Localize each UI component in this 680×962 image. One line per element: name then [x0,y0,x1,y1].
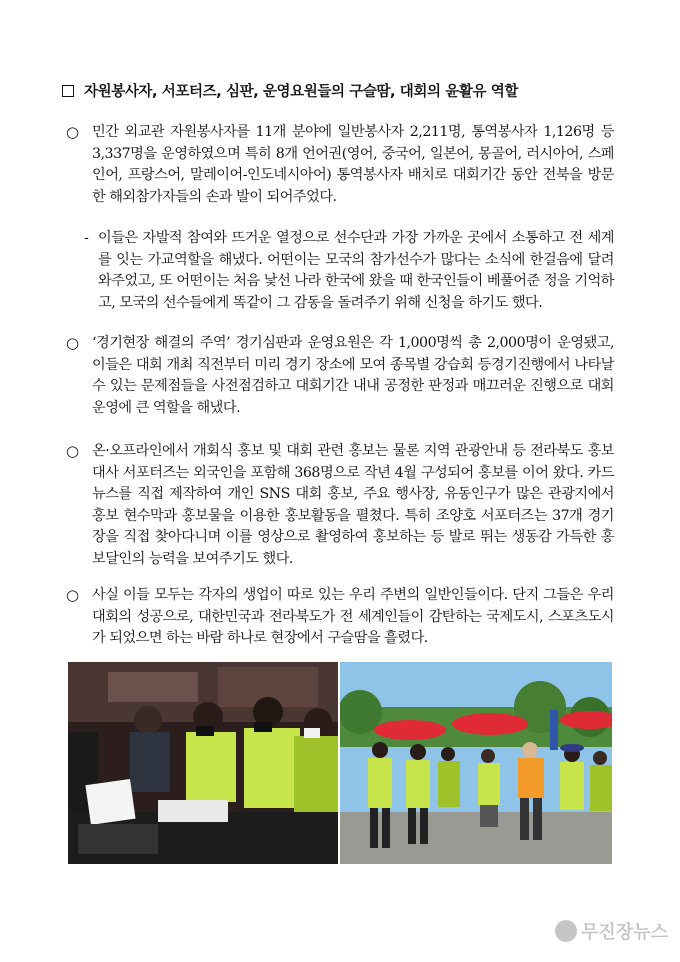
photo-volunteers-at-desk [68,662,338,864]
dash-bullet: - [84,230,89,246]
paragraph-volunteers [66,122,614,208]
circle-bullet-icon: ○ [66,334,79,352]
watermark [555,918,668,944]
photo-supporters-outdoor-illustration [340,662,612,864]
paragraph-volunteers-detail [84,228,614,314]
circle-bullet-icon: ○ [66,123,79,141]
paragraph-text: ‘경기현장 해결의 주역’ 경기심판과 운영요원은 각 1,000명씩 총 2,000명이 운영됐고, 이들은 대회 개최 직전부터 미리 경기 장소에 모여 종목별 강습회 등경기진행에서 나타날 수 있는 문제점들을 사전점검하고 대회기간 내내 공정한 판정과 매끄러운 진행으로 대회 운영에 큰 역할을 해냈다. [92,335,614,416]
circle-bullet-icon: ○ [66,442,79,460]
watermark-text: 무진장뉴스 [581,922,668,943]
paragraph-text: 사실 이들 모두는 각자의 생업이 따로 있는 우리 주변의 일반인들이다. 단지 그들은 우리대회의 성공으로, 대한민국과 전라북도가 전 세계인들이 감탄하는 국제도시, 스포츠도시가 되었으면 하는 바람 하나로 현장에서 구슬땀을 흘렸다. [92,587,614,646]
paragraph-supporters [66,441,614,570]
paragraph-text: 민간 외교관 자원봉사자를 11개 분야에 일반봉사자 2,211명, 통역봉사자 1,126명 등 3,337명을 운영하였으며 특히 8개 언어권(영어, 중국어, 일본어, 몽골어, 러시아어, 스페인어, 프랑스어, 말레이어-인도네시아어) 통역봉사자 배치로 대회기간 동안 전북을 방문한 해외참가자들의 손과 발이 되어주었다. [92,124,614,205]
circle-bullet-icon: ○ [66,586,79,604]
paragraph-text: 온·오프라인에서 개회식 홍보 및 대회 관련 홍보는 물론 지역 관광안내 등 전라북도 홍보대사 서포터즈는 외국인을 포함해 368명으로 작년 4월 구성되어 홍보를 이어 왔다. 카드 뉴스를 직접 제작하여 개인 SNS 대회 홍보, 주요 행사장, 유동인구가 많은 관광지에서 홍보 현수막과 홍보물을 이용한 홍보활동을 펼쳤다. 특히 조양호 서포터즈는 37개 경기장을 직접 찾아다니며 이를 영상으로 촬영하여 홍보하는 등 발로 뛰는 생동감 가득한 홍보달인의 능력을 보여주기도 했다. [92,443,614,567]
checkbox-square-icon [62,85,74,97]
photo-supporters-outdoor [340,662,612,864]
watermark-logo-icon [555,920,577,942]
paragraph-referees [66,333,614,419]
section-heading [62,80,622,101]
photo-volunteers-at-desk-illustration [68,662,338,864]
section-heading-text: 자원봉사자, 서포터즈, 심판, 운영요원들의 구슬땀, 대회의 윤활유 역할 [84,84,518,100]
paragraph-text: 이들은 자발적 참여와 뜨거운 열정으로 선수단과 가장 가까운 곳에서 소통하고 전 세계를 잇는 가교역할을 해냈다. 어떤이는 모국의 참가선수가 많다는 소식에 한걸음에 달려와주었고, 또 어떤이는 처음 낯선 나라 한국에 왔을 때 한국인들이 베풀어준 정을 기억하고, 모국의 선수들에게 똑같이 그 감동을 돌려주기 위해 신청을 하기도 했다. [98,230,614,311]
paragraph-conclusion [66,585,614,650]
